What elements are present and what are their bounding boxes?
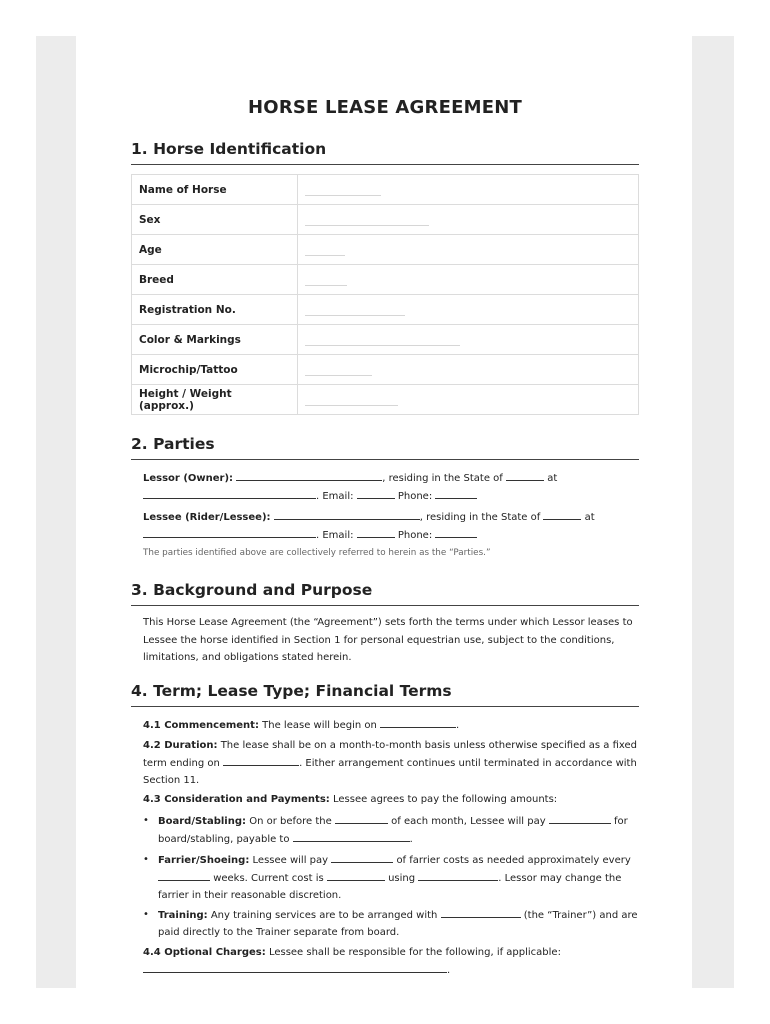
board-text-3: for board/stabling, payable to — [158, 816, 628, 845]
page-margin-right — [692, 36, 734, 988]
lessor-at-text: at — [547, 473, 558, 484]
training-text-1: Any training services are to be arranged with — [210, 910, 438, 921]
table-row — [132, 175, 639, 205]
sex-field[interactable] — [298, 205, 639, 235]
fixed-term-end-blank[interactable] — [223, 754, 299, 766]
clause-4-3-label: 4.3 Consideration and Payments: — [143, 794, 330, 805]
farrier-label: Farrier/Shoeing: — [158, 855, 250, 866]
farrier-share-blank[interactable] — [331, 851, 393, 863]
color-markings-field[interactable] — [298, 325, 639, 355]
lessee-at-text: at — [584, 512, 595, 523]
trainer-name-blank[interactable] — [441, 906, 521, 918]
lessee-state-blank[interactable] — [543, 508, 581, 520]
board-amount-blank[interactable] — [549, 812, 611, 824]
clause-4-4-text: Lessee shall be responsible for the following, if applicable: — [268, 947, 561, 958]
clause-4-1-label: 4.1 Commencement: — [143, 720, 259, 731]
farrier-text-4: using — [388, 873, 416, 884]
farrier-text-3: weeks. Current cost is — [213, 873, 324, 884]
clause-4-3-text: Lessee agrees to pay the following amounts: — [332, 794, 558, 805]
clause-4-2-text-1: The lease shall be on a month-to-month basis unless otherwise specified as a fixed term ending on — [143, 740, 638, 769]
clause-4-3 — [143, 791, 639, 808]
farrier-weeks-blank[interactable] — [158, 869, 210, 881]
table-row — [132, 205, 639, 235]
lessor-email-blank[interactable] — [357, 487, 395, 499]
clause-4-2 — [143, 737, 639, 789]
lessee-email-blank[interactable] — [357, 526, 395, 538]
lessee-email-label: . Email: — [316, 530, 354, 541]
farrier-text-5: . Lessor may change the farrier in their reasonable discretion. — [158, 873, 622, 901]
lessee-block — [143, 508, 639, 544]
height-weight-field[interactable] — [298, 385, 639, 415]
list-item-farrier — [143, 851, 639, 904]
farrier-cost-blank[interactable] — [327, 869, 385, 881]
section-heading-horse-identification: 1. Horse Identification — [131, 140, 639, 165]
table-row — [132, 295, 639, 325]
bullet-icon: • — [143, 854, 149, 865]
page-margin-left — [36, 36, 76, 988]
table-row — [132, 265, 639, 295]
clause-4-4: 4.4 Optional Charges: Lessee shall be responsible for the following, if applicable: . — [143, 947, 561, 976]
lessee-phone-blank[interactable] — [435, 526, 477, 538]
clause-4-2-text-2: . Either arrangement continues until terminated in accordance with Section 11. — [143, 758, 637, 786]
field-label: Name of Horse — [132, 175, 298, 205]
farrier-name-blank[interactable] — [418, 869, 498, 881]
field-label: Registration No. — [132, 295, 298, 325]
lessor-residing-text: , residing in the State of — [382, 473, 503, 484]
parties-note: The parties identified above are collectively referred to herein as the “Parties.” — [143, 548, 491, 558]
table-row — [132, 325, 639, 355]
field-label: Height / Weight (approx.) — [132, 385, 298, 415]
clause-4-4-label: 4.4 Optional Charges: — [143, 947, 266, 958]
lessee-address-blank[interactable] — [143, 526, 316, 538]
training-label: Training: — [158, 910, 208, 921]
field-label: Sex — [132, 205, 298, 235]
clause-4-2-label: 4.2 Duration: — [143, 740, 218, 751]
list-item-training — [143, 906, 639, 941]
breed-field[interactable] — [298, 265, 639, 295]
bullet-icon: • — [143, 909, 149, 920]
background-paragraph: This Horse Lease Agreement (the “Agreement”) sets forth the terms under which Lessor leases to Lessee the horse identified in Section 1 for personal equestrian use, subject to the conditions, limitations, and obligations stated herein. — [143, 617, 633, 663]
commencement-date-blank[interactable] — [380, 716, 456, 728]
optional-charges-blank[interactable] — [143, 961, 447, 973]
section-heading-parties: 2. Parties — [131, 435, 639, 460]
board-label: Board/Stabling: — [158, 816, 247, 827]
field-label: Breed — [132, 265, 298, 295]
farrier-text-1: Lessee will pay — [252, 855, 329, 866]
section-heading-background: 3. Background and Purpose — [131, 581, 639, 606]
board-day-blank[interactable] — [335, 812, 388, 824]
lessee-phone-label: Phone: — [397, 530, 433, 541]
document-title: HORSE LEASE AGREEMENT — [248, 97, 522, 118]
board-text-2: of each month, Lessee will pay — [391, 816, 546, 827]
clause-4-1-text: The lease will begin on — [262, 720, 377, 731]
lessee-name-blank[interactable] — [274, 508, 420, 520]
horse-identification-table — [131, 174, 639, 415]
table-row — [132, 355, 639, 385]
lessor-address-blank[interactable] — [143, 487, 316, 499]
lessor-label: Lessor (Owner): — [143, 473, 234, 484]
board-payee-blank[interactable] — [293, 830, 410, 842]
lessor-phone-label: Phone: — [397, 491, 433, 502]
farrier-text-2: of farrier costs as needed approximately every — [396, 855, 631, 866]
registration-no-field[interactable] — [298, 295, 639, 325]
training-text-2: (the “Trainer”) and are paid directly to the Trainer separate from board. — [158, 910, 638, 938]
lessee-label: Lessee (Rider/Lessee): — [143, 512, 271, 523]
list-item-board: • Board/Stabling: On or before the of each month, Lessee will pay for board/stabling, payable to . — [143, 812, 639, 848]
clause-4-1: 4.1 Commencement: The lease will begin on . — [143, 716, 639, 734]
table-row — [132, 235, 639, 265]
section-heading-term-financial: 4. Term; Lease Type; Financial Terms — [131, 682, 639, 707]
lessor-name-blank[interactable] — [236, 469, 382, 481]
document-page — [76, 36, 692, 988]
bullet-icon: • — [143, 815, 149, 826]
field-label: Age — [132, 235, 298, 265]
microchip-tattoo-field[interactable] — [298, 355, 639, 385]
field-label: Color & Markings — [132, 325, 298, 355]
lessor-email-label: . Email: — [316, 491, 354, 502]
name-of-horse-field[interactable] — [298, 175, 639, 205]
lessor-state-blank[interactable] — [506, 469, 544, 481]
age-field[interactable] — [298, 235, 639, 265]
field-label: Microchip/Tattoo — [132, 355, 298, 385]
lessor-phone-blank[interactable] — [435, 487, 477, 499]
table-row — [132, 385, 639, 415]
lessee-residing-text: , residing in the State of — [419, 512, 541, 523]
lessor-block — [143, 469, 639, 505]
board-text-1: On or before the — [249, 816, 332, 827]
